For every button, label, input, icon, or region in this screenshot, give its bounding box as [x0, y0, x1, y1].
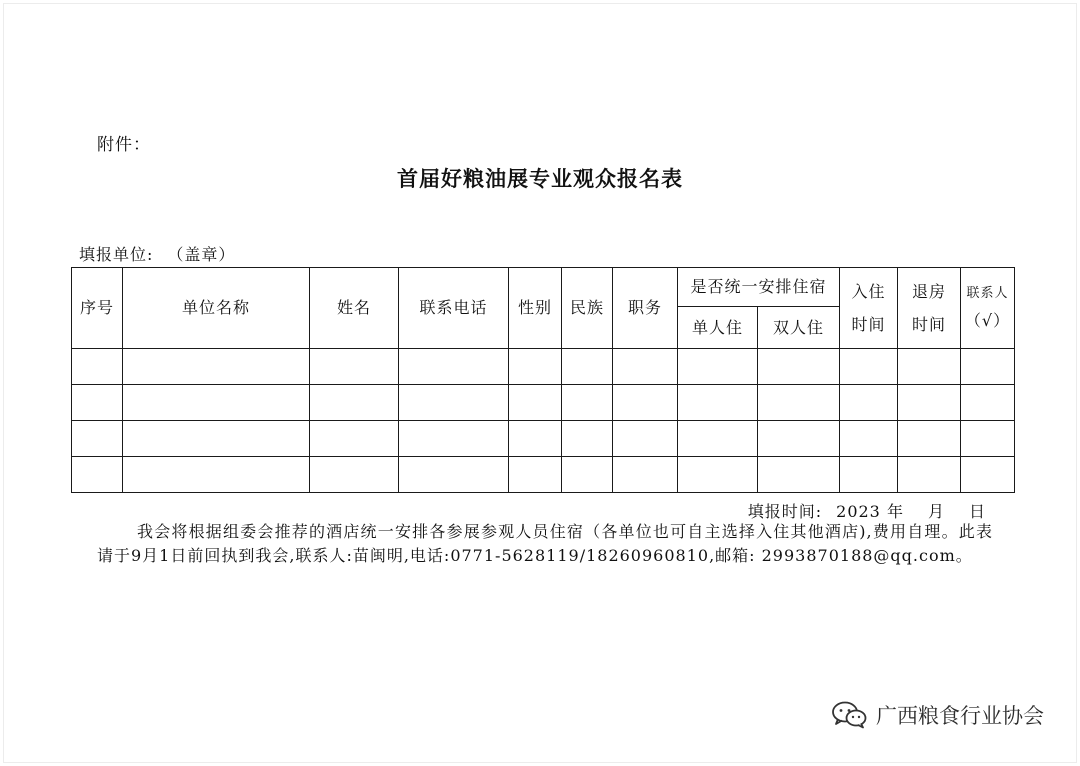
cell-gender[interactable] — [509, 421, 562, 457]
cell-ethnicity[interactable] — [562, 385, 613, 421]
cell-double-room[interactable] — [758, 421, 840, 457]
header-ethnicity: 民族 — [562, 268, 613, 349]
cell-seq[interactable] — [72, 421, 123, 457]
fill-time-year-unit: 年 — [886, 502, 904, 521]
cell-name[interactable] — [310, 421, 399, 457]
header-name: 姓名 — [310, 268, 399, 349]
header-contact-line1: 联系人 — [966, 285, 1009, 301]
fill-time-line — [748, 499, 986, 522]
cell-double-room[interactable] — [758, 385, 840, 421]
header-checkout-line2: 时间 — [912, 315, 947, 334]
header-gender: 性别 — [509, 268, 562, 349]
wechat-icon — [830, 700, 868, 730]
header-contact-person — [961, 268, 1015, 349]
header-position: 职务 — [613, 268, 678, 349]
cell-checkout-time[interactable] — [898, 457, 961, 493]
header-phone: 联系电话 — [399, 268, 509, 349]
fill-unit-line — [79, 242, 235, 265]
cell-checkin-time[interactable] — [840, 349, 898, 385]
fill-unit-label: 填报单位: — [79, 245, 154, 264]
lodging-note: 我会将根据组委会推荐的酒店统一安排各参展参观人员住宿（各单位也可自主选择入住其他酒店),费用自理。此表请于9月1日前回执到我会,联系人:苗闽明,电话:0771-5628119/18260960810,邮箱: 2993870188@qq.com。 — [97, 522, 993, 565]
cell-checkout-time[interactable] — [898, 385, 961, 421]
cell-gender[interactable] — [509, 385, 562, 421]
cell-position[interactable] — [613, 385, 678, 421]
table-row — [72, 421, 1015, 457]
watermark — [830, 700, 1044, 730]
cell-checkin-time[interactable] — [840, 421, 898, 457]
cell-checkout-time[interactable] — [898, 349, 961, 385]
cell-double-room[interactable] — [758, 457, 840, 493]
cell-position[interactable] — [613, 421, 678, 457]
cell-double-room[interactable] — [758, 349, 840, 385]
cell-single-room[interactable] — [678, 421, 758, 457]
fill-time-month-unit: 月 — [927, 502, 945, 521]
cell-checkout-time[interactable] — [898, 421, 961, 457]
cell-name[interactable] — [310, 457, 399, 493]
header-checkout-line1: 退房 — [912, 281, 947, 301]
watermark-text: 广西粮食行业协会 — [876, 704, 1044, 728]
header-seq: 序号 — [72, 268, 123, 349]
fill-time-day-unit: 日 — [968, 502, 986, 521]
cell-unit-name[interactable] — [123, 385, 310, 421]
cell-unit-name[interactable] — [123, 349, 310, 385]
cell-name[interactable] — [310, 349, 399, 385]
cell-seq[interactable] — [72, 349, 123, 385]
registration-table — [71, 267, 1015, 493]
header-contact-line2: （√） — [964, 311, 1011, 331]
stamp-note: （盖章） — [167, 245, 236, 264]
cell-phone[interactable] — [399, 421, 509, 457]
cell-position[interactable] — [613, 457, 678, 493]
table-row — [72, 349, 1015, 385]
header-lodging-group: 是否统一安排住宿 — [678, 268, 840, 307]
cell-phone[interactable] — [399, 349, 509, 385]
cell-single-room[interactable] — [678, 385, 758, 421]
header-double-room: 双人住 — [758, 307, 840, 349]
header-unit-name: 单位名称 — [123, 268, 310, 349]
cell-ethnicity[interactable] — [562, 349, 613, 385]
table-row — [72, 457, 1015, 493]
cell-ethnicity[interactable] — [562, 421, 613, 457]
cell-contact-person[interactable] — [961, 421, 1015, 457]
fill-time-year: 2023 — [836, 502, 881, 521]
cell-gender[interactable] — [509, 457, 562, 493]
cell-unit-name[interactable] — [123, 457, 310, 493]
table-header-row — [72, 268, 1015, 307]
cell-ethnicity[interactable] — [562, 457, 613, 493]
cell-checkin-time[interactable] — [840, 385, 898, 421]
cell-contact-person[interactable] — [961, 457, 1015, 493]
cell-seq[interactable] — [72, 457, 123, 493]
header-checkin-line2: 时间 — [851, 315, 886, 334]
fill-time-label: 填报时间: — [747, 502, 823, 521]
attachment-label: 附件： — [97, 135, 151, 155]
cell-gender[interactable] — [509, 349, 562, 385]
header-checkin-time — [840, 268, 898, 349]
header-checkin-line1: 入住 — [851, 281, 886, 301]
table-row — [72, 385, 1015, 421]
cell-single-room[interactable] — [678, 457, 758, 493]
cell-unit-name[interactable] — [123, 421, 310, 457]
cell-contact-person[interactable] — [961, 349, 1015, 385]
cell-position[interactable] — [613, 349, 678, 385]
cell-checkin-time[interactable] — [840, 457, 898, 493]
cell-contact-person[interactable] — [961, 385, 1015, 421]
form-title: 首届好粮油展专业观众报名表 — [397, 166, 683, 191]
cell-name[interactable] — [310, 385, 399, 421]
header-single-room: 单人住 — [678, 307, 758, 349]
cell-single-room[interactable] — [678, 349, 758, 385]
header-checkout-time — [898, 268, 961, 349]
cell-phone[interactable] — [399, 457, 509, 493]
cell-phone[interactable] — [399, 385, 509, 421]
cell-seq[interactable] — [72, 385, 123, 421]
